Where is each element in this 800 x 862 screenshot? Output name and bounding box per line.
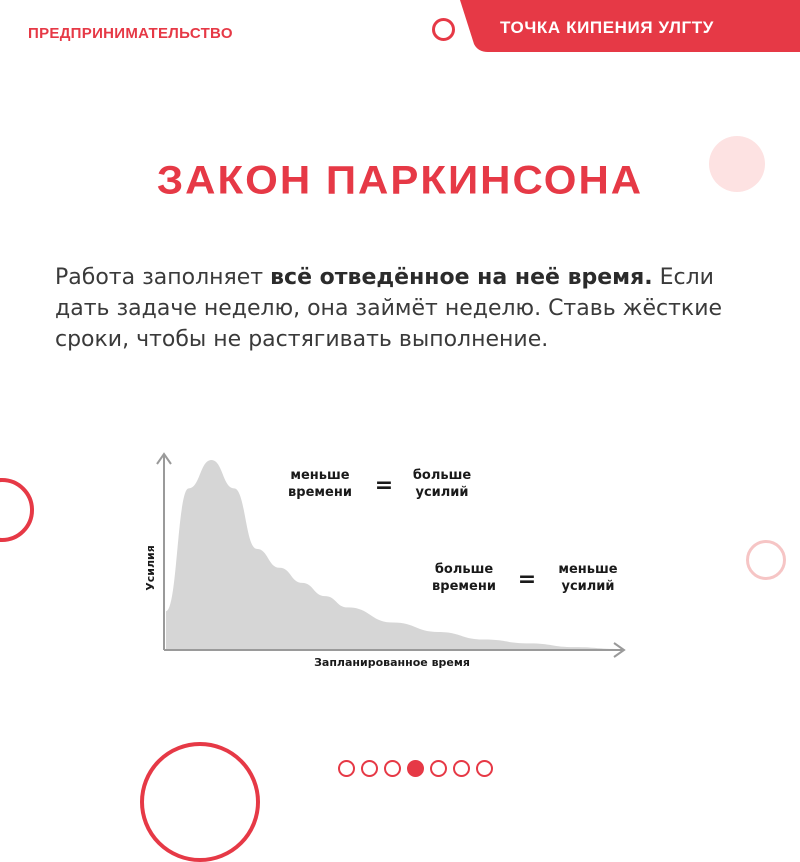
svg-text:большеусилий xyxy=(413,468,472,500)
header-ring-icon xyxy=(432,18,455,41)
annotation-2-left-line2: времени xyxy=(432,579,496,594)
decor-ring xyxy=(140,742,260,862)
brand-label: ТОЧКА КИПЕНИЯ УЛГТУ xyxy=(500,18,714,37)
pagination-dot[interactable] xyxy=(476,760,493,777)
category-label: ПРЕДПРИНИМАТЕЛЬСТВО xyxy=(28,25,233,42)
annotation-2-right-line1: меньше xyxy=(558,562,618,577)
annotation-1-left-line2: времени xyxy=(288,485,352,500)
annotation-1 xyxy=(288,468,471,500)
svg-text:меньшевремени xyxy=(288,468,352,500)
pagination-dot[interactable] xyxy=(384,760,401,777)
annotation-1-left-line1: меньше xyxy=(290,468,350,483)
annotation-2-right-line2: усилий xyxy=(561,579,615,594)
x-axis-label: Запланированное время xyxy=(314,656,470,669)
page-title: ЗАКОН ПАРКИНСОНА xyxy=(156,157,644,202)
body-text-part2: Если дать задаче неделю, она займёт неделю. Ставь жёсткие сроки, чтобы не растягивать выполнение. xyxy=(55,265,723,352)
body-text xyxy=(55,262,755,355)
pagination-dot-active[interactable] xyxy=(407,760,424,777)
annotation-1-equals: = xyxy=(374,473,394,498)
pagination-dot[interactable] xyxy=(453,760,470,777)
annotation-1-right-line2: усилий xyxy=(415,485,469,500)
annotation-2-equals: = xyxy=(517,567,537,592)
pagination-dot[interactable] xyxy=(361,760,378,777)
annotation-2-left-line1: больше xyxy=(434,562,494,577)
pagination-dots xyxy=(338,760,493,777)
decor-ring xyxy=(0,478,34,542)
y-axis-label: Усилия xyxy=(144,545,157,591)
parkinson-chart xyxy=(130,440,650,680)
decor-ring xyxy=(746,540,786,580)
pagination-dot[interactable] xyxy=(430,760,447,777)
annotation-1-right-line1: больше xyxy=(412,468,472,483)
body-text-part1: Работа заполняет xyxy=(55,265,271,290)
body-text-bold: всё отведённое на неё время. xyxy=(270,265,653,290)
pagination-dot[interactable] xyxy=(338,760,355,777)
svg-text:большевремени xyxy=(432,562,496,594)
annotation-2 xyxy=(432,562,618,594)
svg-text:меньшеусилий xyxy=(558,562,617,594)
brand-tab xyxy=(460,0,800,52)
